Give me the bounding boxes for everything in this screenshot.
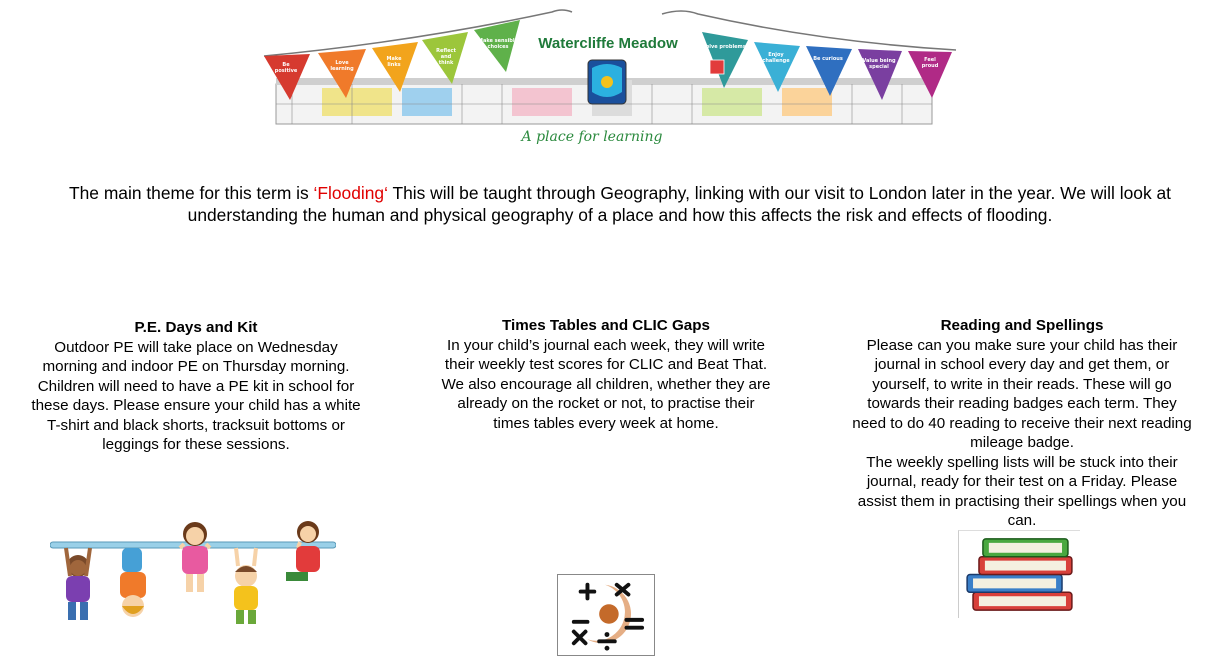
school-name: Watercliffe Meadow [538,35,678,52]
svg-text:Be: Be [282,62,290,68]
reading-title: Reading and Spellings [940,317,1104,334]
svg-text:Make: Make [386,56,402,62]
svg-text:learning: learning [330,66,354,72]
svg-text:Value being: Value being [862,58,896,64]
reading-section [852,316,1192,531]
svg-text:think: think [438,60,454,66]
theme-highlight: ‘Flooding‘ [313,183,388,203]
svg-text:Solve problems: Solve problems [702,44,746,50]
svg-text:Reflect: Reflect [436,48,456,54]
book-stack-illustration [958,530,1080,618]
svg-text:challenge: challenge [762,58,790,64]
svg-text:Love: Love [335,60,349,66]
svg-text:Feel: Feel [924,57,936,63]
svg-text:Be curious: Be curious [813,56,843,62]
svg-text:positive: positive [274,68,298,74]
times-tables-section [438,316,774,433]
times-tables-title: Times Tables and CLIC Gaps [502,317,710,334]
svg-text:Make sensible: Make sensible [478,38,518,44]
school-banner-logo [262,8,958,150]
spellings-body: The weekly spelling lists will be stuck into their journal, ready for their test on a Friday. Please assist them in practising their spellings when you can. [857,453,1187,529]
svg-text:Enjoy: Enjoy [768,52,784,58]
pe-title: P.E. Days and Kit [134,319,258,336]
times-tables-body: In your child’s journal each week, they will write their weekly test scores for CLIC and Beat That. We also encourage all children, whether they are already on the rocket or not, to practise their times tables every week at home. [441,336,771,432]
tagline: A place for learning [521,129,663,145]
intro-rest: This will be taught through Geography, linking with our visit to London later in the year. We will look at understanding the human and physical geography of a place and how this affects the risk and effects of flooding. [187,183,1171,225]
intro-lead: The main theme for this term is [69,183,314,203]
reading-body: Please can you make sure your child has their journal in school every day and get them, or yourself, to write in their reads. These will go towards their reading badges each term. They need to do 40 reading to receive their next reading mileage badge. [852,336,1192,451]
pe-body: Outdoor PE will take place on Wednesday morning and indoor PE on Thursday morning. Children will need to have a PE kit in school for these days. Please ensure your child has a white T-shirt and black shorts, tracksuit bottoms or leggings for these sessions. [31,338,361,453]
pe-section [28,318,364,455]
children-playing-illustration [50,514,336,626]
svg-text:choices: choices [487,44,509,50]
svg-text:links: links [387,62,401,68]
svg-text:and: and [440,54,452,60]
intro-paragraph [40,182,1200,226]
svg-text:proud: proud [921,63,939,69]
maths-symbols-illustration [557,574,655,656]
svg-text:special: special [869,64,889,70]
